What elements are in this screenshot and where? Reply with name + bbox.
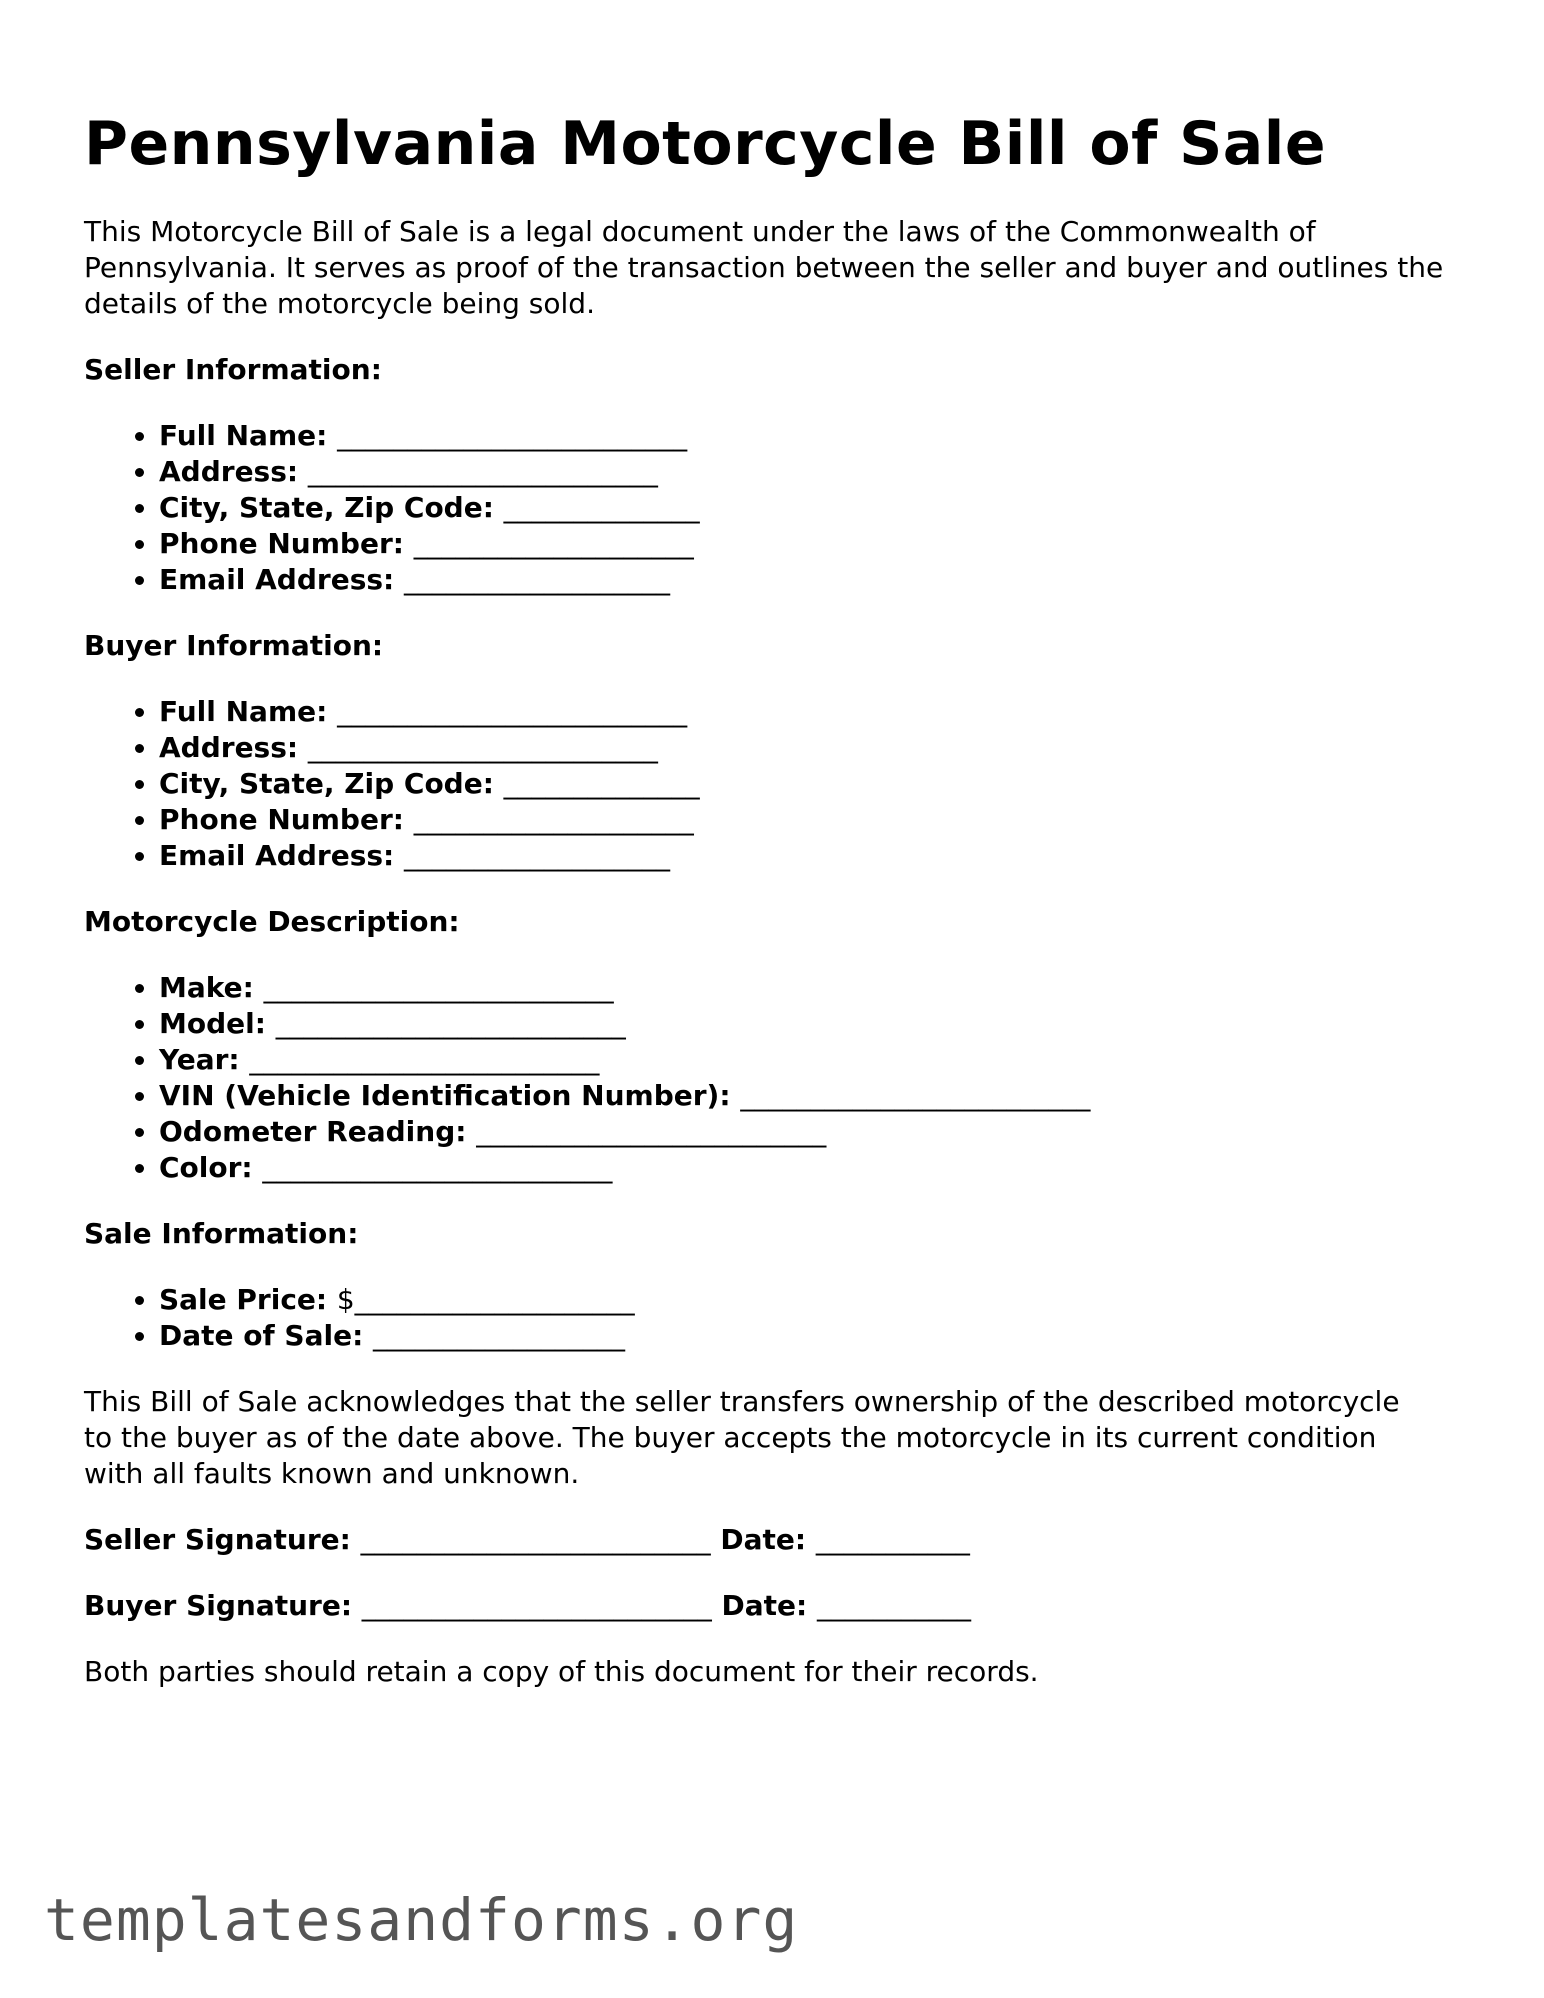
motorcycle-section-heading: Motorcycle Description: — [84, 905, 460, 938]
buyer-signature-label: Buyer Signature: — [84, 1589, 353, 1622]
fill-in-blank[interactable]: _________________________ — [337, 695, 688, 728]
fill-in-blank[interactable]: _________________________ — [249, 1043, 600, 1076]
date-of-sale-field: • Date of Sale: __________________ — [159, 1318, 1464, 1354]
fill-in-blank[interactable]: ______________ — [503, 767, 700, 800]
fill-in-blank[interactable]: $____________________ — [336, 1283, 635, 1316]
fill-in-blank[interactable]: _________________________ — [307, 731, 658, 764]
buyer-address-field: • Address: _________________________ — [159, 730, 1464, 766]
buyer-full-name-field: • Full Name: _________________________ — [159, 694, 1464, 730]
page-title: Pennsylvania Motorcycle Bill of Sale — [84, 109, 1327, 179]
closing-note: Both parties should retain a copy of this document for their records. — [84, 1655, 1039, 1688]
acknowledgement-paragraph: This Bill of Sale acknowledges that the seller transfers ownership of the described motorcycle to the buyer as of the date above. The buyer accepts the motorcycle in its current condition with all faults known and unknown. — [84, 1385, 1400, 1490]
seller-field-list — [84, 418, 1464, 598]
seller-full-name-field: • Full Name: _________________________ — [159, 418, 1464, 454]
color-field: • Color: _________________________ — [159, 1150, 1464, 1186]
buyer-signature-blank[interactable]: _________________________ — [361, 1589, 712, 1622]
buyer-section-heading: Buyer Information: — [84, 629, 384, 662]
fill-in-blank[interactable]: ______________ — [503, 491, 700, 524]
fill-in-blank[interactable]: _________________________ — [263, 971, 614, 1004]
seller-signature-blank[interactable]: _________________________ — [360, 1523, 711, 1556]
vin-field: • VIN (Vehicle Identification Number): _________________________ — [159, 1078, 1464, 1114]
buyer-city-state-zip-field: • City, State, Zip Code: ______________ — [159, 766, 1464, 802]
sale-price-field: • Sale Price: $____________________ — [159, 1282, 1464, 1318]
document-page — [84, 104, 1464, 1690]
fill-in-blank[interactable]: _________________________ — [307, 455, 658, 488]
seller-date-label: Date: — [720, 1523, 807, 1556]
seller-section-heading: Seller Information: — [84, 353, 382, 386]
seller-signature-label: Seller Signature: — [84, 1523, 351, 1556]
fill-in-blank[interactable]: _________________________ — [275, 1007, 626, 1040]
fill-in-blank[interactable]: ____________________ — [413, 803, 694, 836]
seller-address-field: • Address: _________________________ — [159, 454, 1464, 490]
year-field: • Year: _________________________ — [159, 1042, 1464, 1078]
buyer-phone-field: • Phone Number: ____________________ — [159, 802, 1464, 838]
model-field: • Model: _________________________ — [159, 1006, 1464, 1042]
seller-email-field: • Email Address: ___________________ — [159, 562, 1464, 598]
odometer-field: • Odometer Reading: _________________________ — [159, 1114, 1464, 1150]
buyer-email-field: • Email Address: ___________________ — [159, 838, 1464, 874]
fill-in-blank[interactable]: __________________ — [373, 1319, 626, 1352]
fill-in-blank[interactable]: _________________________ — [740, 1079, 1091, 1112]
buyer-signature-line — [84, 1588, 1464, 1624]
seller-signature-line — [84, 1522, 1464, 1558]
seller-date-blank[interactable]: ___________ — [815, 1523, 970, 1556]
seller-city-state-zip-field: • City, State, Zip Code: ______________ — [159, 490, 1464, 526]
fill-in-blank[interactable]: ___________________ — [403, 563, 670, 596]
buyer-field-list — [84, 694, 1464, 874]
sale-field-list — [84, 1282, 1464, 1354]
fill-in-blank[interactable]: _________________________ — [262, 1151, 613, 1184]
fill-in-blank[interactable]: _________________________ — [476, 1115, 827, 1148]
fill-in-blank[interactable]: ____________________ — [413, 527, 694, 560]
intro-paragraph: This Motorcycle Bill of Sale is a legal document under the laws of the Commonwealth of Pennsylvania. It serves as proof of the transaction between the seller and buyer and outlines the details of the motorcycle being sold. — [84, 215, 1444, 320]
fill-in-blank[interactable]: ___________________ — [403, 839, 670, 872]
buyer-date-label: Date: — [721, 1589, 808, 1622]
sale-section-heading: Sale Information: — [84, 1217, 359, 1250]
make-field: • Make: _________________________ — [159, 970, 1464, 1006]
fill-in-blank[interactable]: _________________________ — [337, 419, 688, 452]
seller-phone-field: • Phone Number: ____________________ — [159, 526, 1464, 562]
watermark-text: templatesandforms.org — [44, 1886, 799, 1954]
motorcycle-field-list — [84, 970, 1464, 1186]
buyer-date-blank[interactable]: ___________ — [817, 1589, 971, 1622]
